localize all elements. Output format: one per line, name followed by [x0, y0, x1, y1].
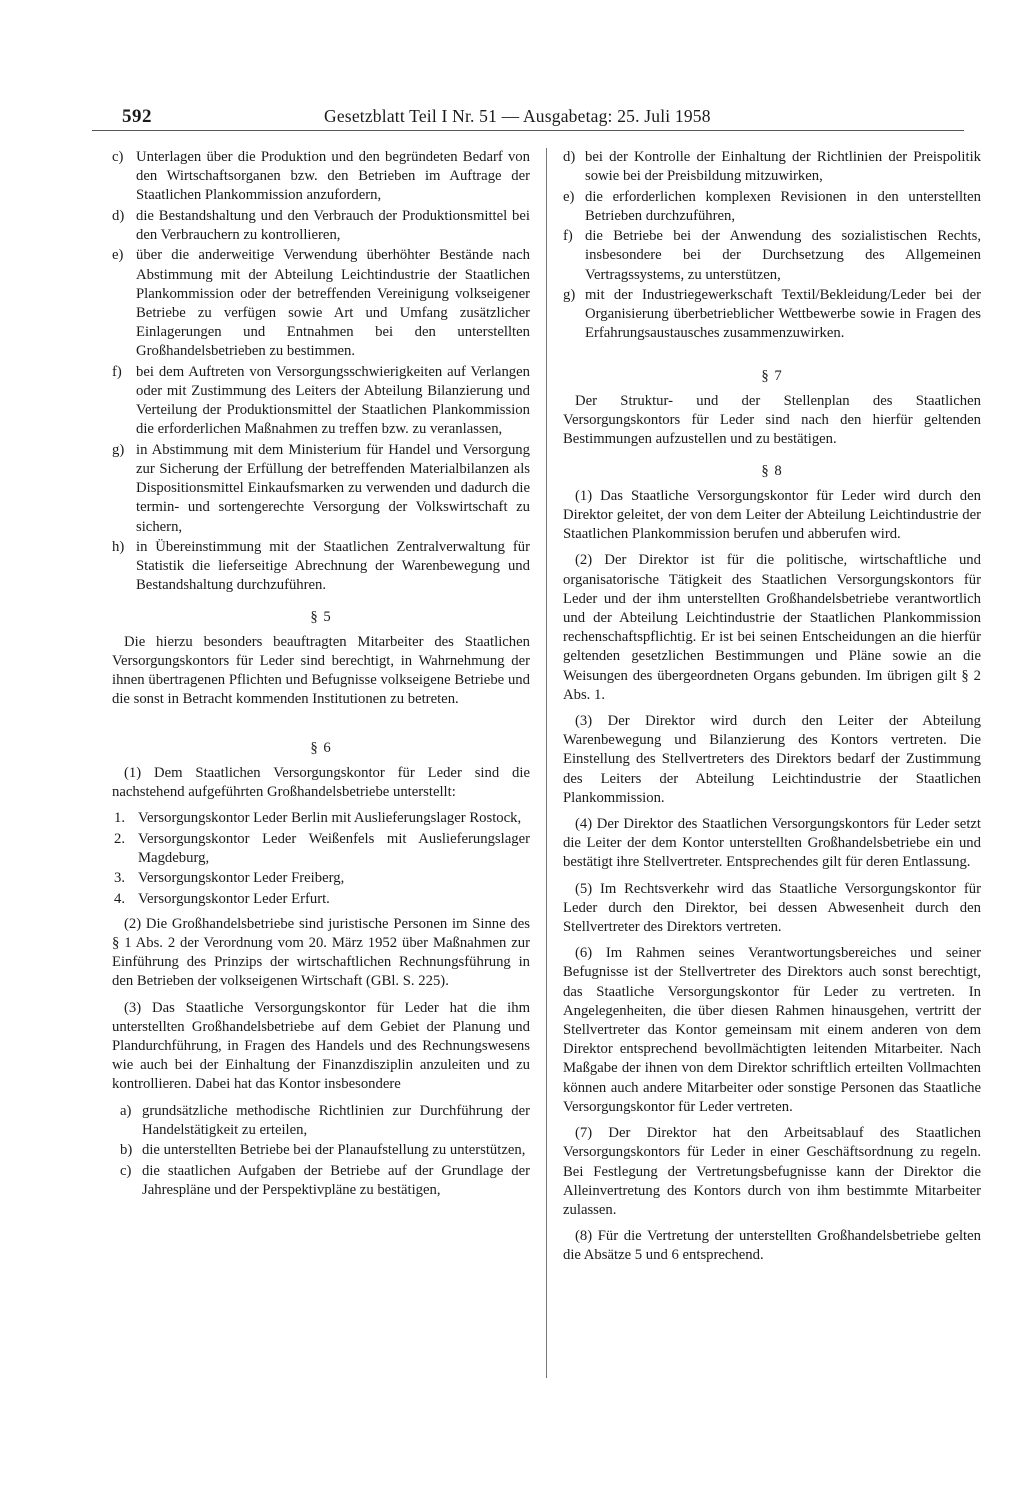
- item-text: in Abstimmung mit dem Ministerium für Handel und Versorgung zur Sicherung der Erfüllung der betreffenden Materialbilanzen als Dispositionsmittel Einkaufsmarken zu verwenden und dadurch die termin- und sortengerechte Versorgung der Volkswirtschaft zu sichern,: [136, 441, 530, 535]
- wholesale-list: [114, 809, 530, 909]
- list-item: [563, 148, 981, 186]
- section-6-paragraph-1: (1) Dem Staatlichen Versorgungskontor für Leder sind die nachstehend aufgeführten Großhandelsbetriebe unterstellt:: [112, 764, 530, 801]
- item-text: die Bestandshaltung und den Verbrauch der Produktionsmittel bei den Verbrauchern zu kontrollieren,: [136, 207, 530, 243]
- section-8-paragraph-5: (5) Im Rechtsverkehr wird das Staatliche Versorgungskontor für Leder durch den Direktor, bei dessen Abwesenheit durch den Stellvertreter des Direktors vertreten.: [563, 880, 981, 936]
- section-8-paragraph-2: (2) Der Direktor ist für die politische, wirtschaftliche und organisatorische Tätigkeit des Staatlichen Versorgungskontors für Leder und der ihm unterstellten Großhandelsbetriebe verantwortlich und der Abteilung Leichtindustrie der Staatlichen Plankommission rechenschaftspflichtig. Er ist bei seinen Entscheidungen an die hierfür geltenden gesetzlichen Bestimmungen und Pläne sowie an die Weisungen des übergeordneten Organs gebunden. Im übrigen gilt § 2 Abs. 1.: [563, 552, 981, 703]
- left-column: [112, 148, 530, 1201]
- item-text: über die anderweitige Verwendung überhöhter Bestände nach Abstimmung mit der Abteilung Leichtindustrie der Staatlichen Plankommission oder der betreffenden Vereinigung volkseigener Betriebe zu verfügen sowie Art und Umfang zusätzlicher Einlagerungen und Entnahmen bei den unterstellten Großhandelsbetrieben zu bestimmen.: [136, 247, 530, 360]
- item-label: 1.: [114, 810, 126, 827]
- item-label: a): [120, 1102, 132, 1119]
- list-item: [563, 188, 981, 226]
- left-item-list: [112, 148, 530, 596]
- list-item: [114, 890, 530, 909]
- item-text: Versorgungskontor Leder Weißenfels mit Auslieferungslager Magdeburg,: [138, 830, 530, 866]
- section-8-paragraph-1: (1) Das Staatliche Versorgungskontor für Leder wird durch den Direktor geleitet, der von dem Leiter der Abteilung Leichtindustrie der Staatlichen Plankommission berufen und abberufen wird.: [563, 487, 981, 543]
- item-text: die staatlichen Aufgaben der Betriebe auf der Grundlage der Jahrespläne und der Perspektivpläne zu bestätigen,: [142, 1162, 530, 1198]
- item-label: 2.: [114, 830, 126, 847]
- item-label: e): [112, 247, 124, 264]
- section-8-paragraph-8: (8) Für die Vertretung der unterstellten Großhandelsbetriebe gelten die Absätze 5 und 6 entsprechend.: [563, 1228, 981, 1264]
- section-8-paragraph-3: (3) Der Direktor wird durch den Leiter der Abteilung Warenbewegung und Bilanzierung des Kontors vertreten. Die Einstellung des Stellvertreters des Direktors bedarf der Zustimmung des Leiters der Abteilung Leichtindustrie der Staatlichen Plankommission.: [563, 713, 981, 806]
- list-item: [120, 1162, 530, 1200]
- section-heading-6: § 6: [310, 739, 332, 756]
- list-item: [120, 1102, 530, 1140]
- section-heading-7: § 7: [761, 367, 783, 384]
- section-7-text: Der Struktur- und der Stellenplan des Staatlichen Versorgungskontors für Leder sind nach den hierfür geltenden Bestimmungen aufzustellen und zu bestätigen.: [563, 392, 981, 448]
- section-heading-5: § 5: [310, 608, 332, 625]
- right-column: [563, 148, 981, 1273]
- section-5-text: Die hierzu besonders beauftragten Mitarbeiter des Staatlichen Versorgungskontors für Leder sind berechtigt, in Wahrnehmung der ihnen übertragenen Pflichten und Befugnisse volkseigene Betriebe und die sonst in Betracht kommenden Institutionen zu betreten.: [112, 633, 530, 708]
- list-item: [114, 869, 530, 888]
- page-number: 592: [122, 106, 152, 127]
- item-label: b): [120, 1142, 133, 1159]
- section-8-paragraph-4: (4) Der Direktor des Staatlichen Versorgungskontors für Leder setzt die Leiter der dem Kontor unterstellten Großhandelsbetriebe ein und bestätigt ihre Stellvertreter. Entsprechendes gilt für deren Entlassung.: [563, 816, 981, 871]
- list-item: [563, 227, 981, 285]
- section-8-paragraph-7: (7) Der Direktor hat den Arbeitsablauf des Staatlichen Versorgungskontors für Leder in einer Geschäftsordnung zu regeln. Bei Festlegung der Vertretungsbefugnisse kann der Direktor die Alleinvertretung des Kontors durch von ihm bestimmte Mitarbeiter zulassen.: [563, 1125, 981, 1218]
- list-item: [112, 246, 530, 361]
- list-item: [112, 441, 530, 537]
- item-label: g): [563, 286, 576, 303]
- item-label: 3.: [114, 870, 126, 887]
- item-label: h): [112, 539, 125, 555]
- item-text: in Übereinstimmung mit der Staatlichen Zentralverwaltung für Statistik die lieferseitige Abrechnung der Warenbewegung und Bestandshaltung durchzuführen.: [136, 539, 530, 594]
- item-text: die Betriebe bei der Anwendung des sozialistischen Rechts, insbesondere bei der Durchsetzung des Allgemeinen Vertragssystems, zu unterstützen,: [585, 228, 981, 283]
- item-label: 4.: [114, 890, 126, 907]
- item-label: c): [120, 1162, 132, 1179]
- list-item: [114, 809, 530, 828]
- item-text: Versorgungskontor Leder Berlin mit Auslieferungslager Rostock,: [138, 810, 522, 827]
- section-heading-8: § 8: [761, 462, 783, 479]
- list-item: [114, 830, 530, 868]
- item-label: d): [112, 207, 125, 224]
- item-text: bei dem Auftreten von Versorgungsschwierigkeiten auf Verlangen oder mit Zustimmung des Leiters der Abteilung Bilanzierung und Verteilung der Produktionsmittel der Staatlichen Plankommission die erforderlichen Maßnahmen zu treffen bzw. zu veranlassen,: [136, 363, 530, 438]
- column-divider: [546, 148, 547, 1378]
- right-item-list: [563, 148, 981, 344]
- list-item: [563, 286, 981, 344]
- section-8-paragraph-6: (6) Im Rahmen seines Verantwortungsbereiches und seiner Befugnisse ist der Stellvertreter des Direktors auch sonst berechtigt, das Staatliche Versorgungskontor für Leder zu vertreten. In Angelegenheiten, die über diesen Rahmen hinausgehen, vertritt der Stellvertreter das Kontor gemeinsam mit einem anderen von dem Direktor entsprechend bevollmächtigten leitenden Mitarbeiter. Nach Maßgabe der ihnen von dem Direktor schriftlich erteilten Vollmachten können auch andere Mitarbeiter oder sonstige Personen das Staatliche Versorgungskontor für Leder vertreten.: [563, 945, 981, 1115]
- running-head: Gesetzblatt Teil I Nr. 51 — Ausgabetag: 25. Juli 1958: [324, 106, 711, 126]
- list-item: [112, 363, 530, 440]
- list-item: [112, 207, 530, 245]
- list-item: [120, 1141, 530, 1160]
- item-label: g): [112, 441, 125, 458]
- list-item: [112, 148, 530, 206]
- item-text: die erforderlichen komplexen Revisionen in den unterstellten Betrieben durchzuführen,: [585, 188, 981, 224]
- item-text: Versorgungskontor Leder Erfurt.: [138, 890, 330, 907]
- section-6-paragraph-3: (3) Das Staatliche Versorgungskontor für Leder hat die ihm unterstellten Großhandelsbetriebe auf dem Gebiet der Planung und Plandurchführung, in Fragen des Handels und des Rechnungswesens wie auch bei der Einhaltung der Finanzdisziplin anzuleiten und zu kontrollieren. Dabei hat das Kontor insbesondere: [112, 999, 530, 1093]
- item-label: c): [112, 149, 124, 165]
- item-label: d): [563, 149, 576, 165]
- item-text: Versorgungskontor Leder Freiberg,: [138, 870, 345, 887]
- item-text: mit der Industriegewerkschaft Textil/Bekleidung/Leder bei der Organisierung überbetrieblicher Wettbewerbe sowie in Fragen des Erfahrungsaustausches zusammenzuwirken.: [585, 286, 981, 342]
- item-label: e): [563, 188, 575, 205]
- item-text: bei der Kontrolle der Einhaltung der Richtlinien der Preispolitik sowie bei der Preisbildung mitzuwirken,: [585, 149, 981, 185]
- page-header: [92, 102, 964, 131]
- section-6-sub-list: [120, 1102, 530, 1200]
- item-label: f): [563, 228, 573, 245]
- section-6-paragraph-2: (2) Die Großhandelsbetriebe sind juristische Personen im Sinne des § 1 Abs. 2 der Verordnung vom 20. März 1952 über Maßnahmen zur Einführung des Prinzips der wirtschaftlichen Rechnungsführung in den Betrieben der volkseigenen Wirtschaft (GBl. S. 225).: [112, 915, 530, 990]
- item-label: f): [112, 363, 122, 380]
- item-text: Unterlagen über die Produktion und den begründeten Bedarf von den Wirtschaftsorganen bzw. den Betrieben im Auftrage der Staatlichen Plankommission anzufordern,: [136, 149, 530, 204]
- list-item: [112, 538, 530, 596]
- item-text: die unterstellten Betriebe bei der Planaufstellung zu unterstützen,: [142, 1142, 526, 1159]
- item-text: grundsätzliche methodische Richtlinien zur Durchführung der Handelstätigkeit zu erteilen,: [142, 1102, 530, 1138]
